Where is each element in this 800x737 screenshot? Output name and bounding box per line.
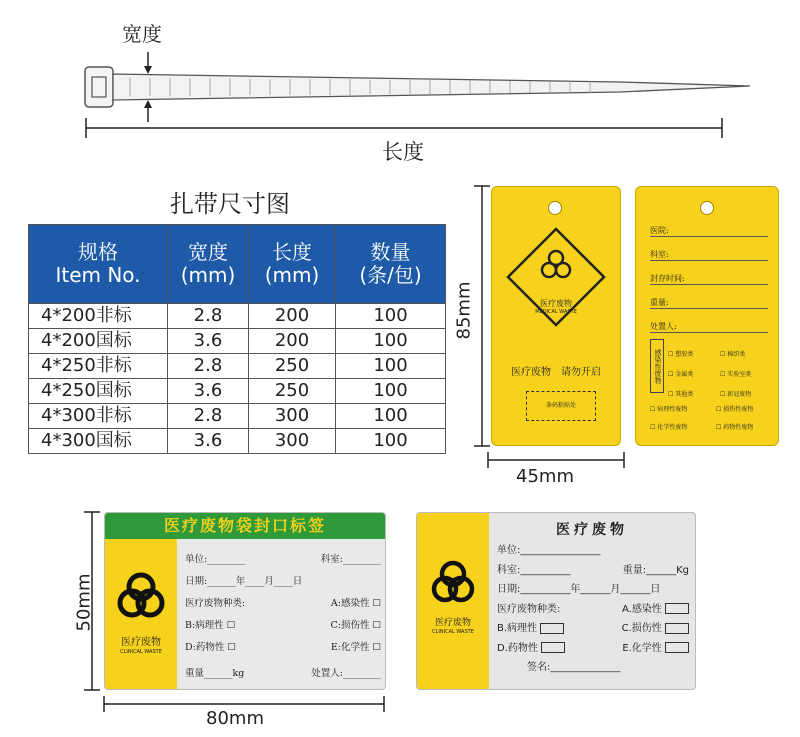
header-quantity: 数量 (条/包) [336,225,446,304]
waste-type-option: ☐ 损伤性废物 [716,406,754,413]
size-table [28,224,446,454]
option-e: E.化学性 [622,639,689,659]
category-box: 感染性废物 [650,339,664,393]
cell-length: 300 [249,404,336,429]
cell-width: 2.8 [168,404,249,429]
cable-tie-strap [113,74,750,100]
seal-label-logo-panel [417,513,489,689]
logo-cn-text: 医疗废物 [121,637,161,648]
date-field: 日期:__________年______月______日 [497,584,661,595]
waste-type-option: ☐ 药物性废物 [716,424,754,431]
do-not-open-caption: 医疗废物 请勿开启 [511,367,601,378]
size-table-header-row [29,225,446,304]
seal-label-header: 医疗废物袋封口标签 [105,513,385,539]
seal-label-width-label: 80mm [206,708,264,729]
cell-width: 3.6 [168,329,249,354]
cell-length: 200 [249,329,336,354]
length-label: 长度 [382,140,424,164]
biohazard-icon [427,557,479,609]
hang-tag-height-label: 85mm [453,281,475,340]
hang-tag-width-label: 45mm [516,466,574,487]
dept-field: 科室:________ [320,554,381,565]
table-row [29,379,446,404]
option-a: A.感染性 [622,600,689,620]
seal-label-dimension-lines [80,508,400,730]
category-option: ☐ 其他类 [668,391,694,398]
waste-type-label: 医疗废物种类: [185,598,246,609]
header-length: 长度 (mm) [249,225,336,304]
option-d: D:药物性 ☐ [185,642,236,653]
option-a: A:感染性 ☐ [330,598,381,609]
cell-item: 4*250非标 [29,354,168,379]
cell-length: 200 [249,304,336,329]
option-e: E:化学性 ☐ [330,642,381,653]
header-item-no: 规格 Item No. [29,225,168,304]
option-d: D.药物性 [497,639,565,659]
cell-width: 2.8 [168,354,249,379]
dept-field: 科室:__________ [497,564,571,576]
field-hospital: 医院: [650,225,768,237]
logo-en-text: CLINICAL WASTE [120,649,162,655]
cell-length: 250 [249,379,336,404]
field-handler: 处置人: [650,321,768,333]
field-weight: 重量: [650,297,768,309]
cell-width: 2.8 [168,304,249,329]
cell-length: 250 [249,354,336,379]
category-option: ☐ 棉织类 [720,351,746,358]
cell-item: 4*300非标 [29,404,168,429]
cell-width: 3.6 [168,429,249,454]
cell-width: 3.6 [168,379,249,404]
cell-quantity: 100 [336,404,446,429]
cell-quantity: 100 [336,354,446,379]
barcode-area-label: 条码粘贴处 [545,402,576,409]
table-row [29,354,446,379]
category-option: ☐ 实验室类 [720,371,752,378]
cell-item: 4*200非标 [29,304,168,329]
size-table-title: 扎带尺寸图 [170,190,290,218]
cell-item: 4*200国标 [29,329,168,354]
cell-item: 4*300国标 [29,429,168,454]
cell-item: 4*250国标 [29,379,168,404]
diamond-en-text: MEDICAL WASTE [535,309,577,315]
option-b: B:病理性 ☐ [185,620,236,631]
table-row [29,429,446,454]
hang-tag-back [635,186,779,446]
table-row [29,329,446,354]
header-width: 宽度 (mm) [168,225,249,304]
waste-type-option: ☐ 病理性废物 [650,406,688,413]
handler-field: 处置人:________ [311,668,381,679]
cable-tie-diagram [0,0,800,170]
cell-quantity: 100 [336,329,446,354]
weight-field: 重量:______Kg [622,564,689,576]
cell-quantity: 100 [336,304,446,329]
waste-type-label: 医疗废物种类: [497,603,561,615]
seal-label-yellow [416,512,696,690]
category-option: ☐ 金属类 [668,371,694,378]
logo-cn-text: 医疗废物 [434,618,471,628]
tag-hole [700,201,714,215]
weight-field: 重量______kg [185,668,245,679]
option-c: C.损伤性 [622,619,689,639]
date-field: 日期:______年____月____日 [185,576,303,587]
sign-field: 签名:______________ [527,662,621,673]
field-department: 科室: [650,249,768,261]
option-c: C:损伤性 ☐ [330,620,381,631]
field-seal-time: 封存时间: [650,273,768,285]
option-b: B.病理性 [497,619,564,639]
seal-label-height-label: 50mm [73,573,95,632]
cable-tie-head [85,67,113,107]
seal-label-title: 医疗废物 [556,522,628,538]
diamond-cn-text: 医疗废物 [540,299,572,308]
unit-field: 单位:________________ [497,545,601,556]
width-label: 宽度 [122,22,162,46]
cell-length: 300 [249,429,336,454]
hang-tag-dimension-lines [470,180,640,470]
table-row [29,404,446,429]
cell-quantity: 100 [336,379,446,404]
category-option: ☐ 新冠废物 [720,391,752,398]
category-option: ☐ 塑胶类 [668,351,694,358]
table-row [29,304,446,329]
waste-type-option: ☐ 化学性废物 [650,424,688,431]
unit-field: 单位:________ [185,554,246,565]
cell-quantity: 100 [336,429,446,454]
logo-en-text: CLINICAL WASTE [432,629,474,635]
